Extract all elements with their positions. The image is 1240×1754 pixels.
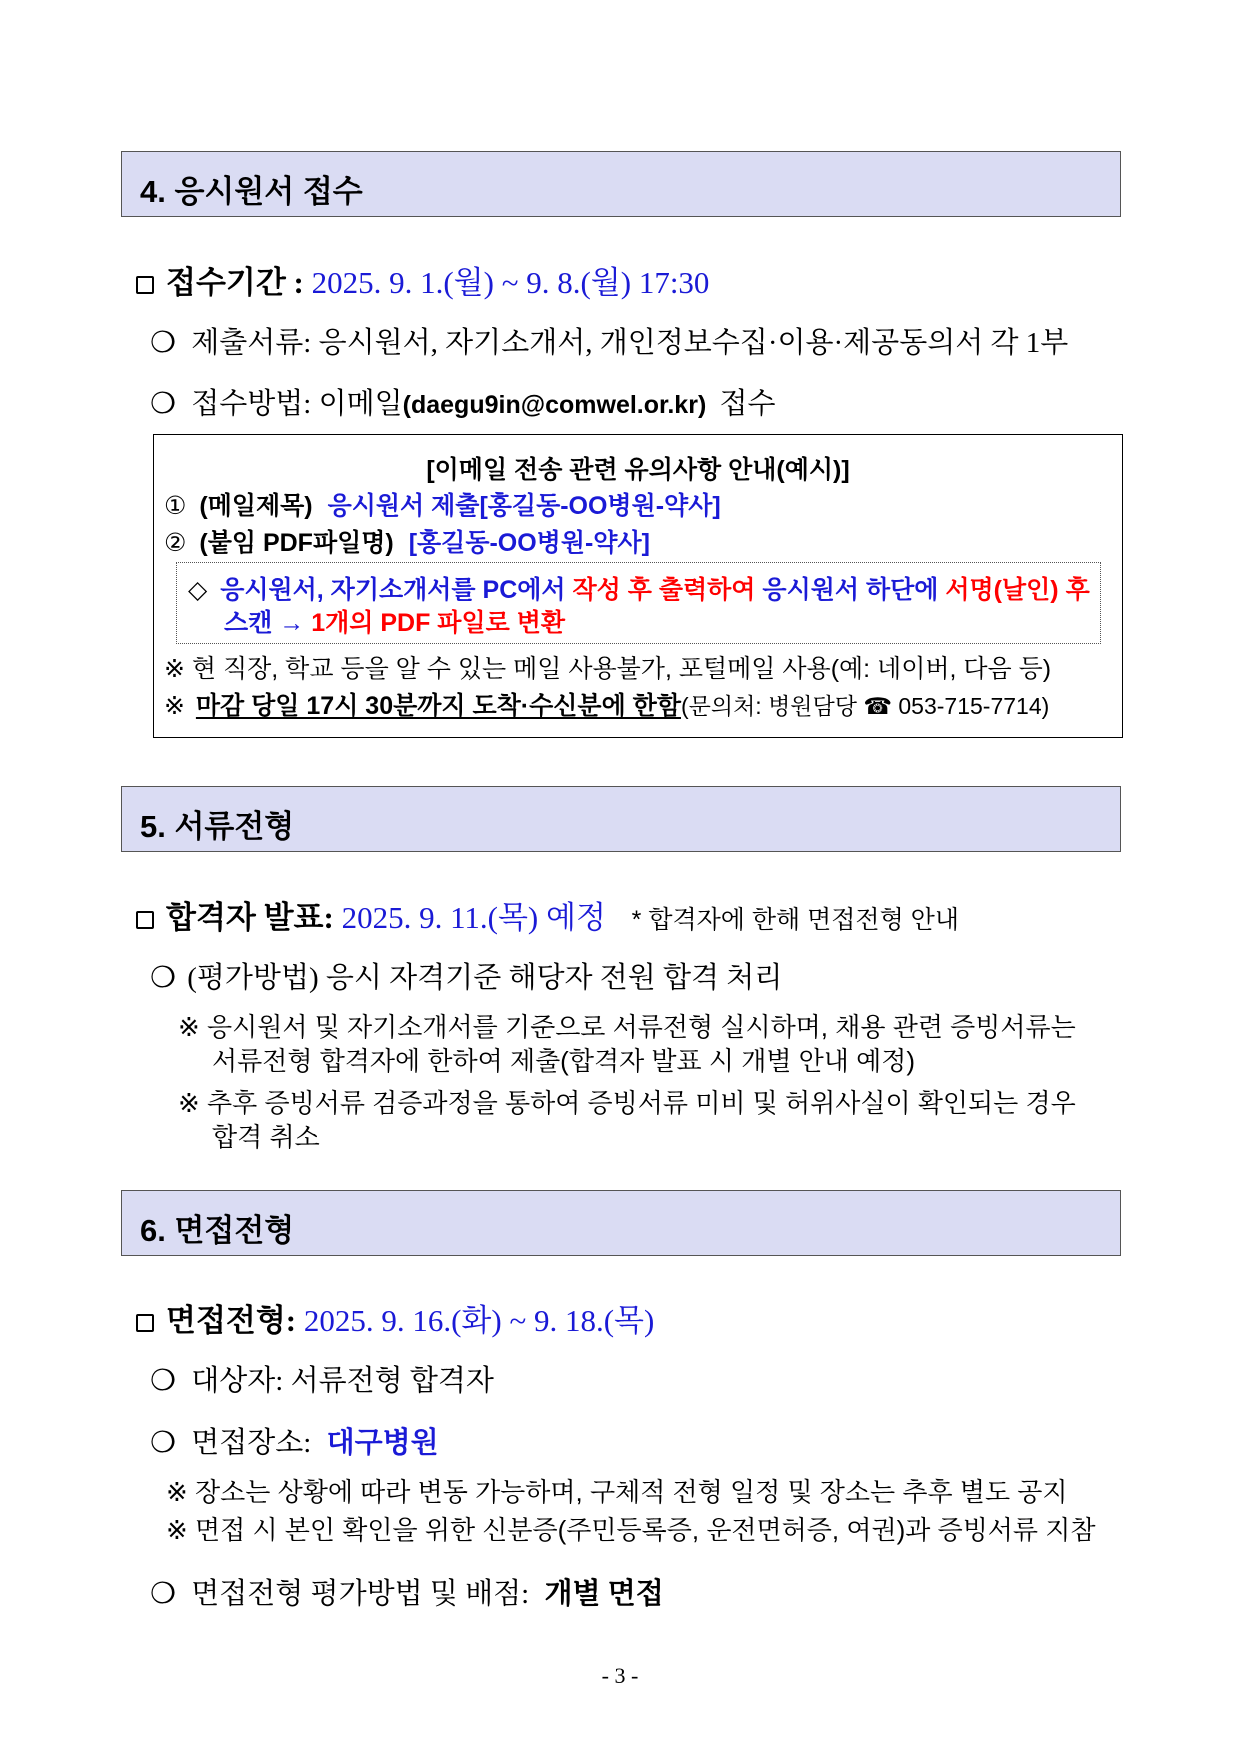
- instruction-part-4: 서명(날인) 후: [945, 576, 1090, 604]
- reception-method-prefix: 접수방법: 이메일: [191, 388, 403, 420]
- note-2-mark: ※: [164, 692, 185, 720]
- interview-target-text: 대상자: 서류전형 합격자: [191, 1365, 494, 1397]
- instruction-part-5: 스캔 →: [224, 609, 305, 637]
- interview-method-value: 개별 면접: [544, 1578, 664, 1610]
- section-5-title: 5. 서류전형: [140, 809, 295, 844]
- deadline-text: 마감 당일 17시 30분까지 도착·수신분에 한함: [195, 692, 681, 720]
- instruction-part-6: 1개의 PDF 파일로 변환: [311, 609, 565, 637]
- announcement-label: 합격자 발표:: [166, 900, 334, 935]
- instruction-part-2: 작성 후 출력하여: [572, 576, 756, 604]
- checkbox-square-icon: [136, 1314, 154, 1332]
- interview-target-line: [150, 1358, 494, 1399]
- place-note-2: ※ 면접 시 본인 확인을 위한 신분증(주민등록증, 운전면허증, 여권)과 증빙서류 지참: [166, 1515, 1096, 1545]
- place-note-1: ※ 장소는 상황에 따라 변동 가능하며, 구체적 전형 일정 및 장소는 추후 별도 공지: [166, 1477, 1068, 1507]
- circle-bullet-icon: ❍: [150, 1578, 176, 1610]
- pdf-instruction-line-1: [188, 570, 1090, 606]
- announcement-value: 2025. 9. 11.(목) 예정: [341, 900, 606, 935]
- reception-method-line: [150, 381, 776, 422]
- notice-note-2: [164, 686, 1049, 722]
- interview-place-value: 대구병원: [326, 1427, 439, 1459]
- circle-bullet-icon: ❍: [150, 1427, 176, 1459]
- checkbox-square-icon: [136, 911, 154, 929]
- circle-bullet-icon: ❍: [150, 327, 176, 359]
- section-4-header: [121, 151, 1121, 217]
- notice-heading: [이메일 전송 관련 유의사항 안내(예시)]: [426, 456, 850, 484]
- section-4-title: 4. 응시원서 접수: [140, 174, 363, 209]
- interview-place-label: 면접장소:: [191, 1427, 312, 1459]
- reception-period-label: 접수기간 :: [166, 265, 304, 300]
- circle-bullet-icon: ❍: [150, 962, 176, 994]
- notice-item-2: [164, 523, 650, 559]
- reception-email: (daegu9in@comwel.or.kr): [402, 391, 707, 419]
- circle-bullet-icon: ❍: [150, 388, 176, 420]
- submission-docs-text: 제출서류: 응시원서, 자기소개서, 개인정보수집·이용·제공동의서 각 1부: [191, 327, 1069, 359]
- checkbox-square-icon: [136, 276, 154, 294]
- interview-date-line: [136, 1295, 654, 1340]
- item-2-number: ②: [164, 529, 187, 557]
- pdf-instruction-line-2: [224, 603, 565, 639]
- contact-text: (문의처: 병원담당 ☎ 053-715-7714): [680, 693, 1050, 719]
- reception-method-suffix: 접수: [719, 388, 776, 420]
- evaluation-method-text: (평가방법) 응시 자격기준 해당자 전원 합격 처리: [187, 962, 783, 994]
- doc-note-2-line-1: ※ 추후 증빙서류 검증과정을 통하여 증빙서류 미비 및 허위사실이 확인되는 경우: [178, 1088, 1076, 1118]
- interview-method-line: [150, 1571, 664, 1612]
- instruction-part-1: 응시원서, 자기소개서를 PC에서: [220, 576, 566, 604]
- circle-bullet-icon: ❍: [150, 1365, 176, 1397]
- announcement-note: * 합격자에 한해 면접전형 안내: [631, 906, 959, 934]
- interview-method-label: 면접전형 평가방법 및 배점:: [191, 1578, 530, 1610]
- item-1-value: 응시원서 제출[홍길동-OO병원-약사]: [327, 492, 721, 520]
- notice-note-1: ※ 현 직장, 학교 등을 알 수 있는 메일 사용불가, 포털메일 사용(예: 네이버, 다음 등): [164, 655, 1052, 683]
- item-2-label: (붙임 PDF파일명): [199, 529, 394, 557]
- interview-date-label: 면접전형:: [166, 1303, 297, 1338]
- item-1-label: (메일제목): [199, 492, 313, 520]
- diamond-icon: ◇: [188, 576, 208, 604]
- section-5-header: [121, 786, 1121, 852]
- notice-item-1: [164, 486, 721, 522]
- reception-period-line: [136, 257, 709, 302]
- reception-period-value: 2025. 9. 1.(월) ~ 9. 8.(월) 17:30: [311, 265, 710, 300]
- doc-note-1-line-1: ※ 응시원서 및 자기소개서를 기준으로 서류전형 실시하며, 채용 관련 증빙서류는: [178, 1012, 1076, 1042]
- item-2-value: [홍길동-OO병원-약사]: [408, 529, 650, 557]
- submission-docs-line: [150, 320, 1068, 361]
- instruction-part-3: 응시원서 하단에: [762, 576, 939, 604]
- item-1-number: ①: [164, 492, 187, 520]
- interview-place-line: [150, 1420, 439, 1461]
- evaluation-method-line: [150, 955, 782, 996]
- doc-note-2-line-2: 합격 취소: [212, 1122, 320, 1152]
- doc-note-1-line-2: 서류전형 합격자에 한하여 제출(합격자 발표 시 개별 안내 예정): [212, 1046, 916, 1076]
- section-6-title: 6. 면접전형: [140, 1213, 295, 1248]
- announcement-line: [136, 892, 959, 937]
- section-6-header: [121, 1190, 1121, 1256]
- page-number: - 3 -: [601, 1663, 639, 1688]
- interview-date-value: 2025. 9. 16.(화) ~ 9. 18.(목): [303, 1303, 655, 1338]
